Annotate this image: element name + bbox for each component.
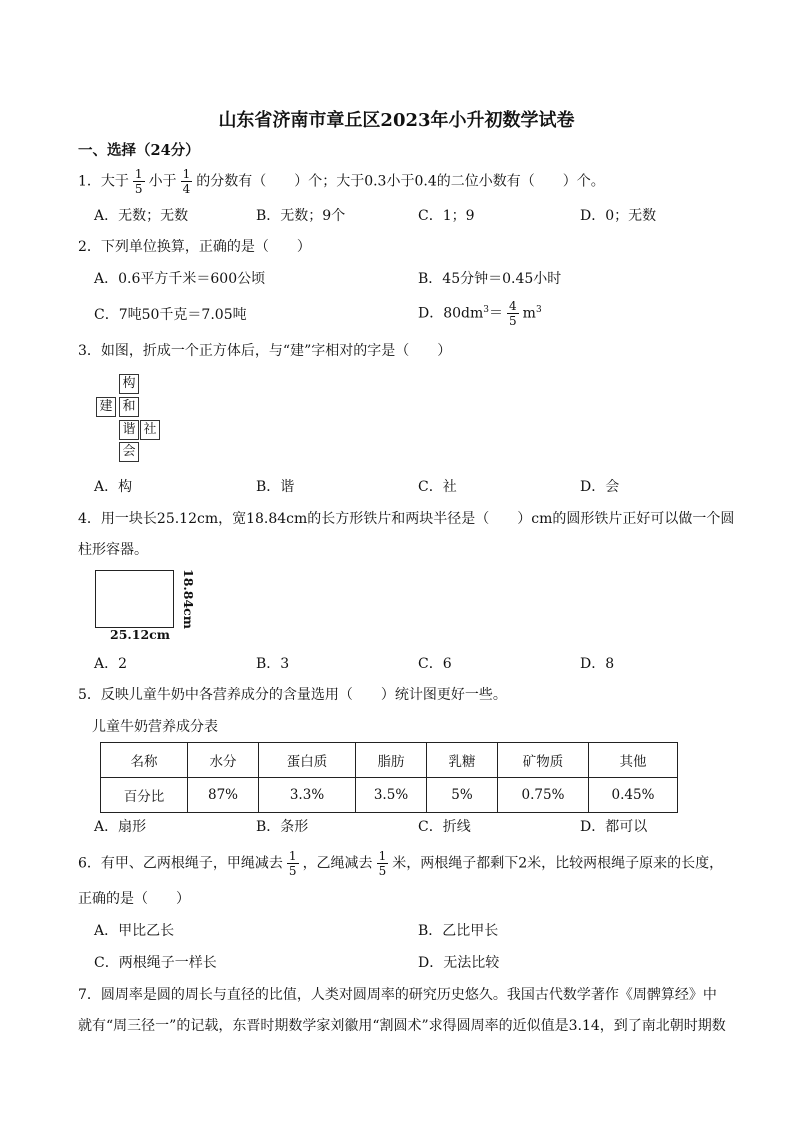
table-header-row — [101, 743, 678, 778]
table-header-cell: 蛋白质 — [259, 743, 356, 778]
q1-fraction-2: $\frac{1}{4}$ — [182, 167, 191, 196]
table-cell: 3.3% — [259, 778, 356, 813]
question-7-line1: 7．圆周率是圆的周长与直径的比值，人类对圆周率的研究历史悠久。我国古代数学著作《周髀算经》中 — [78, 987, 717, 1003]
q5-option-c[interactable]: C．折线 — [418, 819, 471, 835]
table-header-cell: 矿物质 — [498, 743, 589, 778]
rectangle-figure — [95, 570, 174, 628]
q4-option-d[interactable]: D．8 — [580, 656, 615, 672]
exam-title: 山东省济南市章丘区2023年小升初数学试卷 — [218, 110, 575, 131]
rect-length-label: 25.12cm — [110, 627, 170, 642]
table-cell: 百分比 — [101, 778, 188, 813]
q3-option-b[interactable]: B．谐 — [256, 479, 295, 495]
nutrition-table-title: 儿童牛奶营养成分表 — [92, 719, 218, 735]
table-cell: 0.75% — [498, 778, 589, 813]
q6-option-b[interactable]: B．乙比甲长 — [418, 923, 499, 939]
q3-option-d[interactable]: D．会 — [580, 479, 620, 495]
section-heading: 一、选择（24分） — [78, 142, 200, 159]
table-cell: 87% — [188, 778, 259, 813]
q2-option-c[interactable]: C．7吨50千克＝7.05吨 — [94, 307, 247, 323]
q6-option-c[interactable]: C．两根绳子一样长 — [94, 955, 217, 971]
q2-option-d[interactable]: D．$80dm^3=$ $\frac{4}{5}$ $m^3$ — [418, 299, 542, 328]
q1-mid: 小于 — [148, 173, 177, 190]
q1-option-c[interactable]: C．1；9 — [418, 208, 475, 224]
table-cell: 0.45% — [589, 778, 678, 813]
table-row — [101, 778, 678, 813]
question-1 — [78, 168, 605, 195]
q5-option-b[interactable]: B．条形 — [256, 819, 309, 835]
question-6-line1: 6．有甲、乙两根绳子，甲绳减去 $\frac{1}{5}$ ，乙绳减去 $\frac{1}{5}$ 米，两根绳子都剩下2米，比较两根绳子原来的长度， — [78, 849, 724, 878]
question-2: 2．下列单位换算，正确的是（ ） — [78, 239, 311, 255]
table-header-cell: 水分 — [188, 743, 259, 778]
q4-option-b[interactable]: B．3 — [256, 656, 290, 672]
net-cell-xie: 谐 — [119, 420, 139, 440]
q1-option-d[interactable]: D．0；无数 — [580, 208, 657, 224]
table-header-cell: 名称 — [101, 743, 188, 778]
q2-option-a[interactable]: A．0.6平方千米＝600公顷 — [94, 271, 266, 287]
q6-fraction-2: $\frac{1}{5}$ — [378, 849, 387, 878]
table-header-cell: 其他 — [589, 743, 678, 778]
q5-option-a[interactable]: A．扇形 — [94, 819, 147, 835]
table-cell: 3.5% — [356, 778, 427, 813]
question-5: 5．反映儿童牛奶中各营养成分的含量选用（ ）统计图更好一些。 — [78, 687, 507, 703]
q6-fraction-1: $\frac{1}{5}$ — [288, 849, 297, 878]
q1-post: 的分数有（ ）个；大于0.3小于0.4的二位小数有（ ）个。 — [196, 173, 605, 190]
table-header-cell: 脂肪 — [356, 743, 427, 778]
q3-option-a[interactable]: A．构 — [94, 479, 133, 495]
net-cell-hui: 会 — [119, 442, 139, 462]
q1-option-a[interactable]: A．无数；无数 — [94, 208, 189, 224]
q6-option-a[interactable]: A．甲比乙长 — [94, 923, 175, 939]
nutrition-table — [100, 742, 678, 813]
question-4-line2: 柱形容器。 — [78, 542, 148, 558]
question-4-line1: 4．用一块长25.12cm，宽18.84cm的长方形铁片和两块半径是（ ）cm的圆形铁片正好可以做一个圆 — [78, 511, 735, 527]
q4-option-a[interactable]: A．2 — [94, 656, 128, 672]
q5-option-d[interactable]: D．都可以 — [580, 819, 648, 835]
net-cell-gou: 构 — [119, 374, 139, 394]
q6-option-d[interactable]: D．无法比较 — [418, 955, 500, 971]
net-cell-jian: 建 — [96, 397, 116, 417]
table-header-cell: 乳糖 — [427, 743, 498, 778]
q1-fraction-1: $\frac{1}{5}$ — [134, 167, 143, 196]
q1-option-b[interactable]: B．无数；9个 — [256, 208, 346, 224]
question-3: 3．如图，折成一个正方体后，与“建”字相对的字是（ ） — [78, 343, 452, 359]
q3-option-c[interactable]: C．社 — [418, 479, 457, 495]
rect-width-label: 18.84cm — [181, 569, 196, 629]
q1-pre: 1．大于 — [78, 173, 129, 190]
q4-option-c[interactable]: C．6 — [418, 656, 452, 672]
q2-fraction: $\frac{4}{5}$ — [509, 299, 517, 328]
q2-option-b[interactable]: B．45分钟＝0.45小时 — [418, 271, 562, 287]
net-cell-he: 和 — [119, 397, 139, 417]
question-6-line2: 正确的是（ ） — [78, 891, 190, 907]
net-cell-she: 社 — [140, 420, 160, 440]
question-7-line2: 就有“周三径一”的记载，东晋时期数学家刘徽用“割圆术”求得圆周率的近似值是3.14，到了南北朝时期数 — [78, 1018, 726, 1034]
table-cell: 5% — [427, 778, 498, 813]
